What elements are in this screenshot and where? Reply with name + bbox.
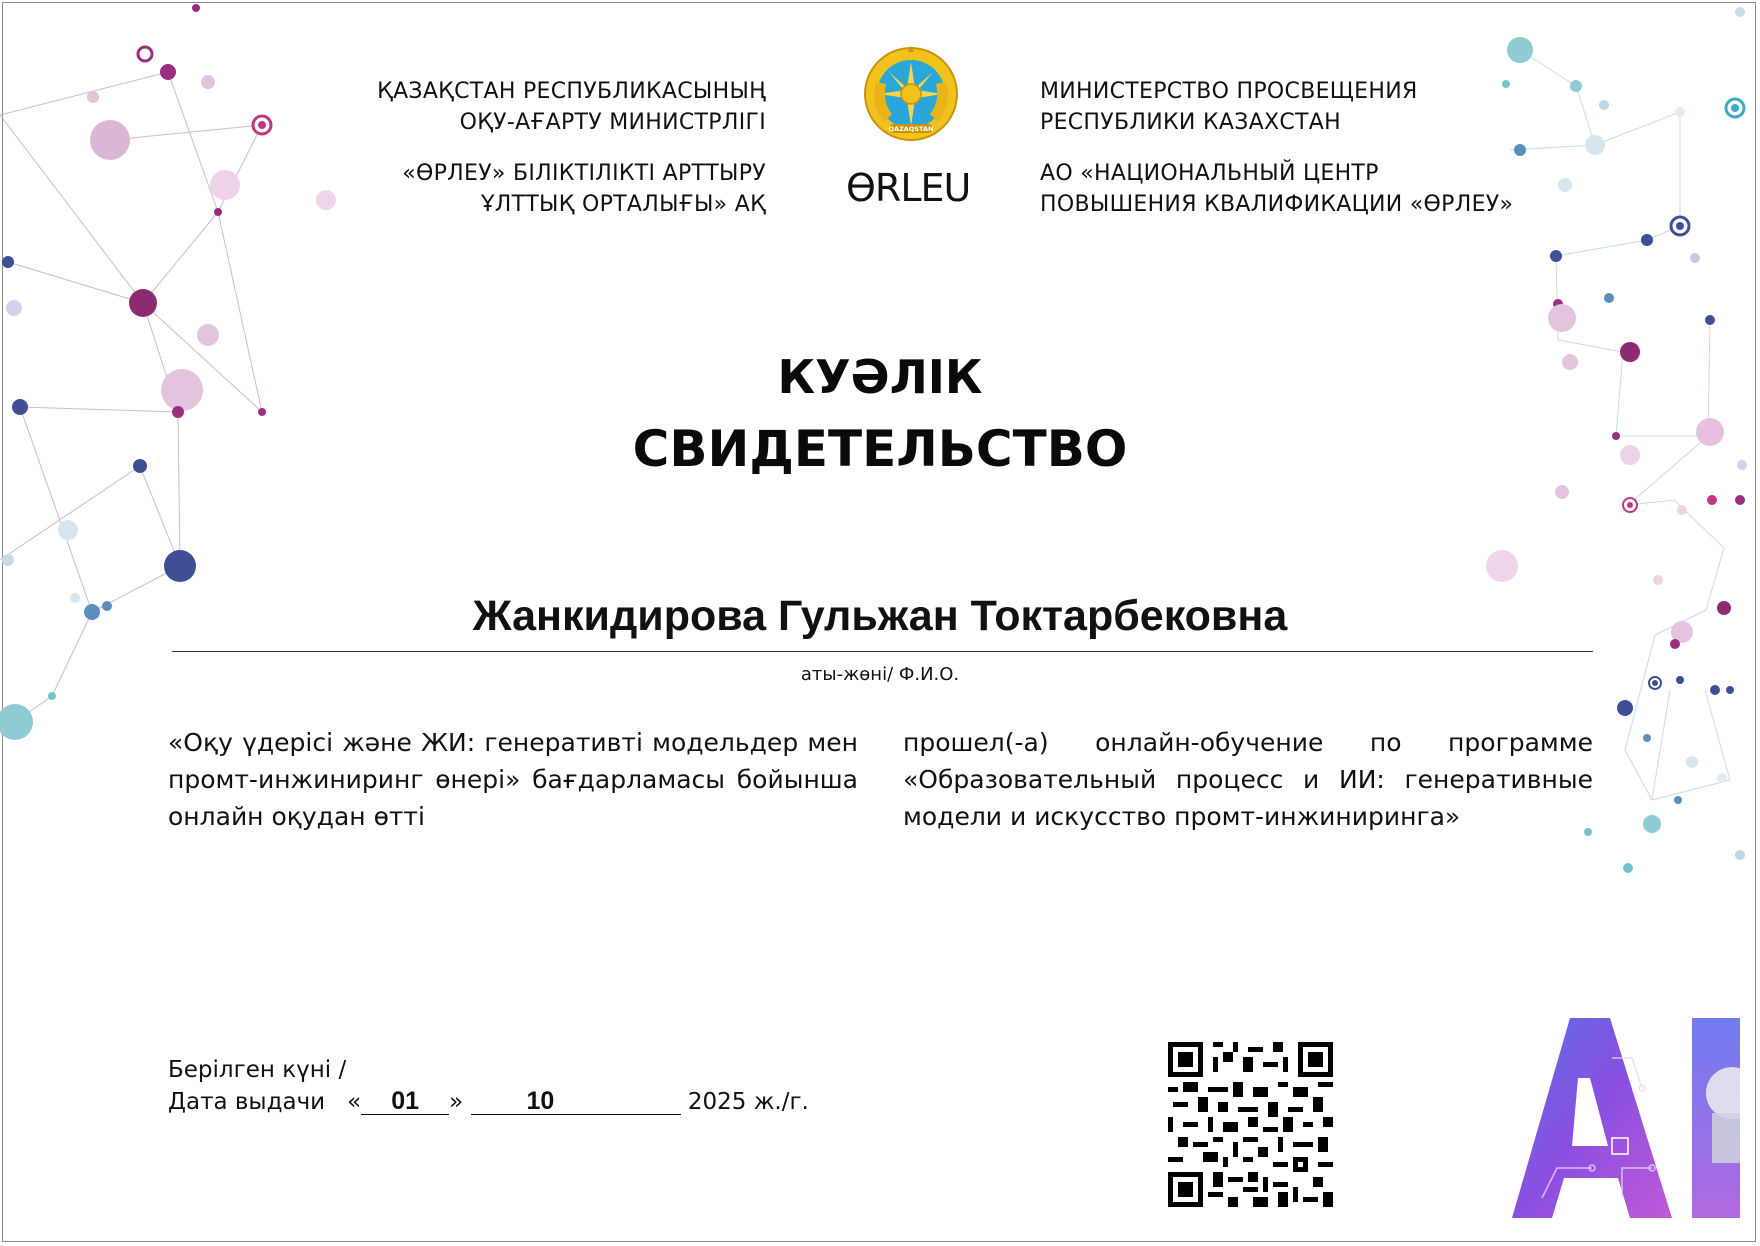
emblem-text: QAZAQSTAN <box>888 125 934 133</box>
quote-close: » <box>449 1089 464 1115</box>
name-underline <box>172 651 1593 652</box>
issue-date-label-kk: Берілген күні / <box>168 1057 347 1083</box>
ministry-name-ru-line2: РЕСПУБЛИКИ КАЗАХСТАН <box>1040 110 1341 135</box>
document-title-kk: КУӘЛІК <box>777 350 983 404</box>
issue-year: 2025 ж./г. <box>687 1089 809 1115</box>
name-caption: аты-жөні/ Ф.И.О. <box>800 664 960 685</box>
program-description-ru: прошел(-а) онлайн-обучение по программе «Образовательный процесс и ИИ: генеративные модели и искусство промт-инжиниринга» <box>903 728 1593 831</box>
issue-month: 10 <box>471 1088 681 1115</box>
issue-date-row <box>168 1086 809 1118</box>
ministry-name-kk-line1: ҚАЗАҚСТАН РЕСПУБЛИКАСЫНЫҢ <box>377 79 766 104</box>
quote-open: « <box>347 1089 362 1115</box>
org-name-ru-line1: АО «НАЦИОНАЛЬНЫЙ ЦЕНТР <box>1040 161 1379 186</box>
orleu-logo: ӨRLEU <box>846 166 971 210</box>
issue-day: 01 <box>361 1088 449 1115</box>
document-title-ru: СВИДЕТЕЛЬСТВО <box>632 420 1128 478</box>
header-left-kazakh <box>377 76 766 220</box>
recipient-name: Жанкидирова Гульжан Токтарбековна <box>472 592 1288 640</box>
program-description-kk: «Оқу үдерісі және ЖИ: генеративті модельдер мен промт-инжиниринг өнері» бағдарламасы бойынша онлайн оқудан өтті <box>168 728 858 831</box>
qr-code-icon <box>1168 1042 1333 1207</box>
ai-graphic-icon <box>1512 1018 1740 1218</box>
network-decoration-left <box>0 0 420 820</box>
kazakhstan-state-emblem-icon <box>862 44 960 144</box>
issue-date-label-ru: Дата выдачи <box>168 1089 326 1115</box>
ministry-name-kk-line2: ОҚУ-АҒАРТУ МИНИСТРЛІГІ <box>459 110 766 135</box>
org-name-ru-line2: ПОВЫШЕНИЯ КВАЛИФИКАЦИИ «ӨРЛЕУ» <box>1040 192 1514 217</box>
ministry-name-ru-line1: МИНИСТЕРСТВО ПРОСВЕЩЕНИЯ <box>1040 79 1418 104</box>
org-name-kk-line1: «ӨРЛЕУ» БІЛІКТІЛІКТІ АРТТЫРУ <box>402 161 766 186</box>
header-right-russian <box>1040 76 1513 220</box>
org-name-kk-line2: ҰЛТТЫҚ ОРТАЛЫҒЫ» АҚ <box>481 192 766 217</box>
